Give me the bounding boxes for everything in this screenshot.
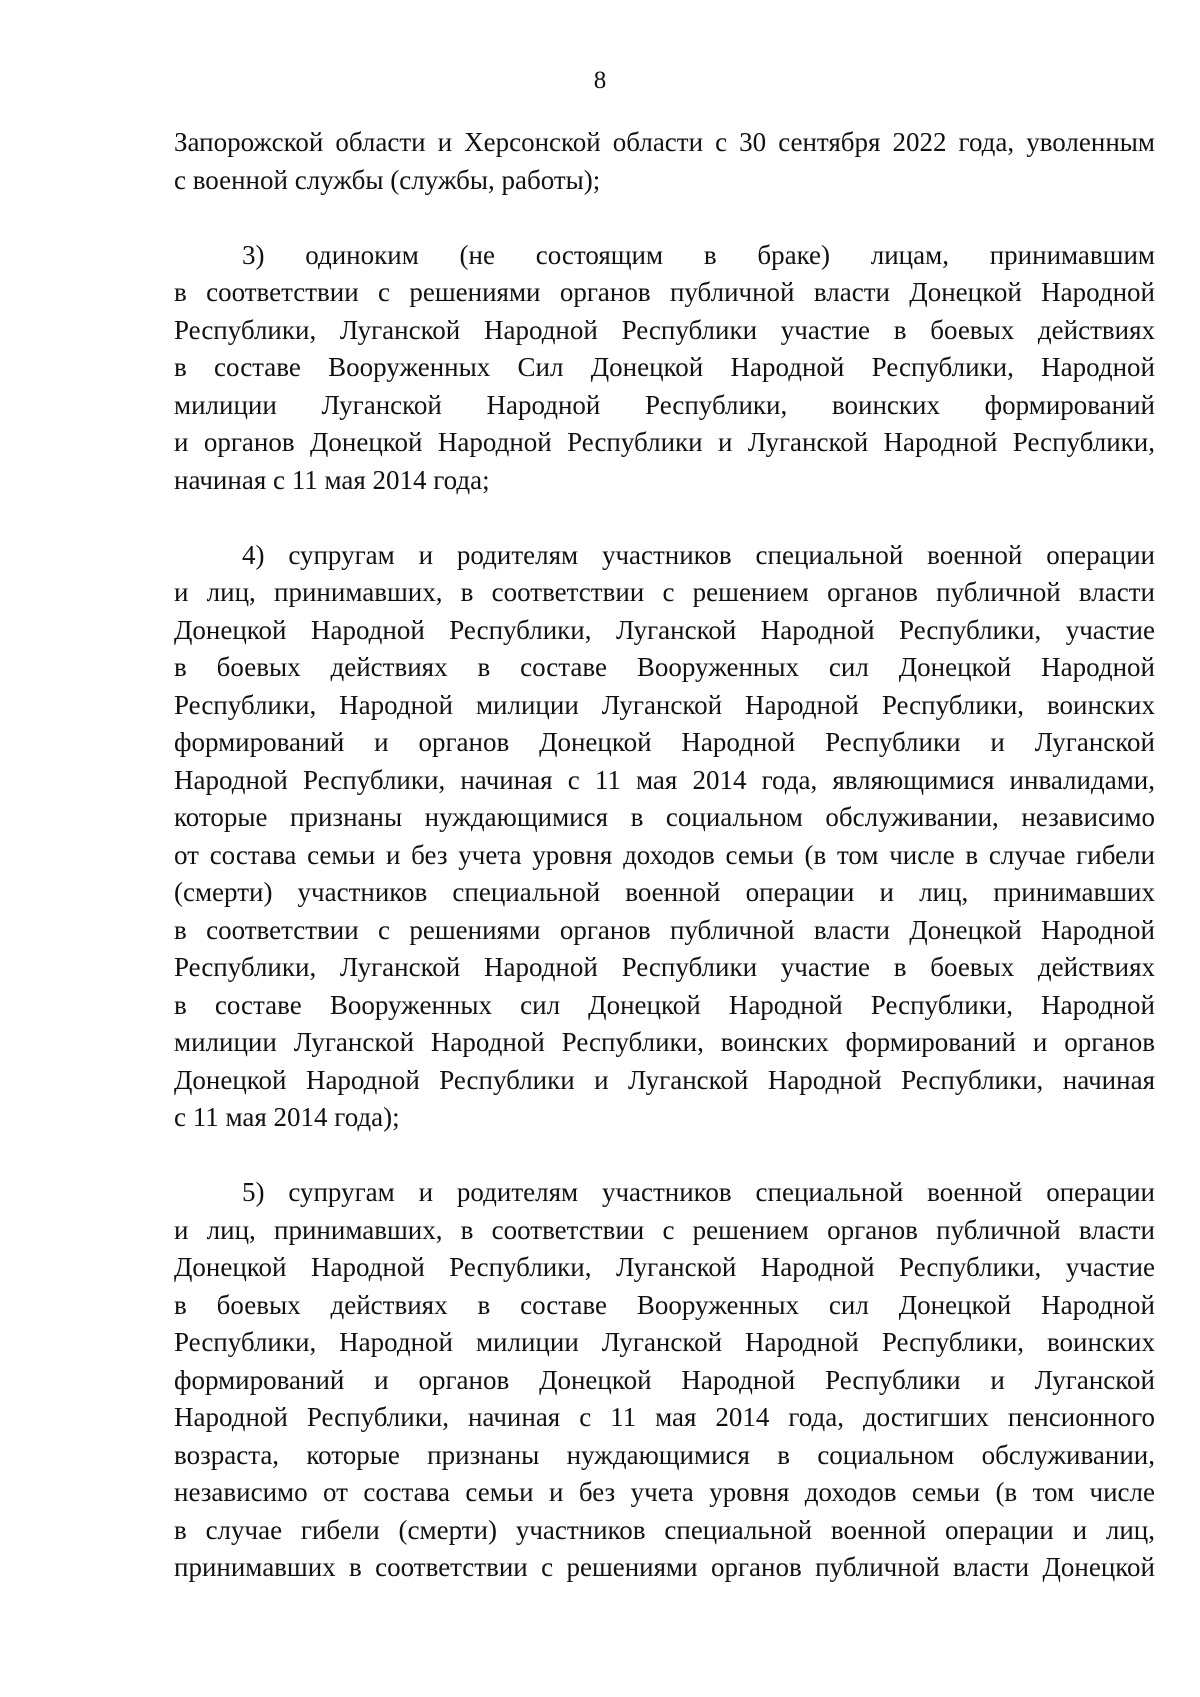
paragraph-item-3 [174,237,1155,500]
text-line: в соответствии с решениями органов публичной власти Донецкой Народной [174,277,1155,307]
text-line: Донецкой Народной Республики, Луганской Народной Республики, участие [174,1252,1155,1282]
text-line: милиции Луганской Народной Республики, воинских формирований и органов [174,1027,1155,1057]
text-line: Донецкой Народной Республики, Луганской Народной Республики, участие [174,614,1155,645]
text-line: Народной Республики, начиная с 11 мая 2014 года, являющимися инвалидами, [174,764,1155,795]
page-number: 8 [593,67,607,94]
text-line: в случае гибели (смерти) участников специальной военной операции и лиц, [174,1514,1155,1545]
text-line: возраста, которые признаны нуждающимися в социальном обслуживании, [174,1439,1155,1470]
text-line: начиная с 11 мая 2014 года; [174,464,490,495]
text-line: которые признаны нуждающимися в социальном обслуживании, независимо [174,802,1155,832]
text-line: милиции Луганской Народной Республики, воинских формирований [174,389,1155,420]
paragraph-item-4 [174,537,1155,1137]
paragraph-item-5 [174,1174,1155,1587]
text-line: от состава семьи и без учета уровня доходов семьи (в том числе в случае гибели [174,839,1155,870]
text-line: Народной Республики, начиная с 11 мая 2014 года, достигших пенсионного [174,1402,1155,1432]
text-line: в составе Вооруженных сил Донецкой Народной Республики, Народной [174,989,1155,1020]
text-line: в составе Вооруженных Сил Донецкой Народной Республики, Народной [174,352,1155,382]
text-line: в боевых действиях в составе Вооруженных сил Донецкой Народной [174,652,1155,682]
text-line: Республики, Луганской Народной Республики участие в боевых действиях [174,314,1155,345]
text-line: принимавших в соответствии с решениями органов публичной власти Донецкой [174,1552,1155,1582]
text-line: 3) одиноким (не состоящим в браке) лицам, принимавшим [242,239,1155,270]
text-line: с 11 мая 2014 года); [174,1102,400,1132]
text-line: и лиц, принимавших, в соответствии с решением органов публичной власти [174,577,1155,607]
paragraph-continued [174,124,1155,199]
text-line: в боевых действиях в составе Вооруженных сил Донецкой Народной [174,1289,1155,1320]
text-line: Запорожской области и Херсонской области с 30 сентября 2022 года, уволенным [174,127,1155,157]
document-body [174,124,1155,1624]
text-line: 4) супругам и родителям участников специальной военной операции [242,539,1155,570]
text-line: и органов Донецкой Народной Республики и Луганской Народной Республики, [174,427,1155,457]
text-line: независимо от состава семьи и без учета уровня доходов семьи (в том числе [174,1477,1155,1507]
text-line: 5) супругам и родителям участников специальной военной операции [242,1177,1155,1207]
text-line: формирований и органов Донецкой Народной Республики и Луганской [174,727,1155,757]
text-line: Республики, Народной милиции Луганской Народной Республики, воинских [174,1327,1155,1357]
text-line: с военной службы (службы, работы); [174,164,601,195]
text-line: Донецкой Народной Республики и Луганской Народной Республики, начиная [174,1064,1155,1095]
text-line: Республики, Народной милиции Луганской Народной Республики, воинских [174,689,1155,720]
text-line: в соответствии с решениями органов публичной власти Донецкой Народной [174,914,1155,945]
text-line: (смерти) участников специальной военной операции и лиц, принимавших [174,877,1155,907]
text-line: формирований и органов Донецкой Народной Республики и Луганской [174,1364,1155,1395]
text-line: Республики, Луганской Народной Республики участие в боевых действиях [174,952,1155,982]
text-line: и лиц, принимавших, в соответствии с решением органов публичной власти [174,1214,1155,1245]
